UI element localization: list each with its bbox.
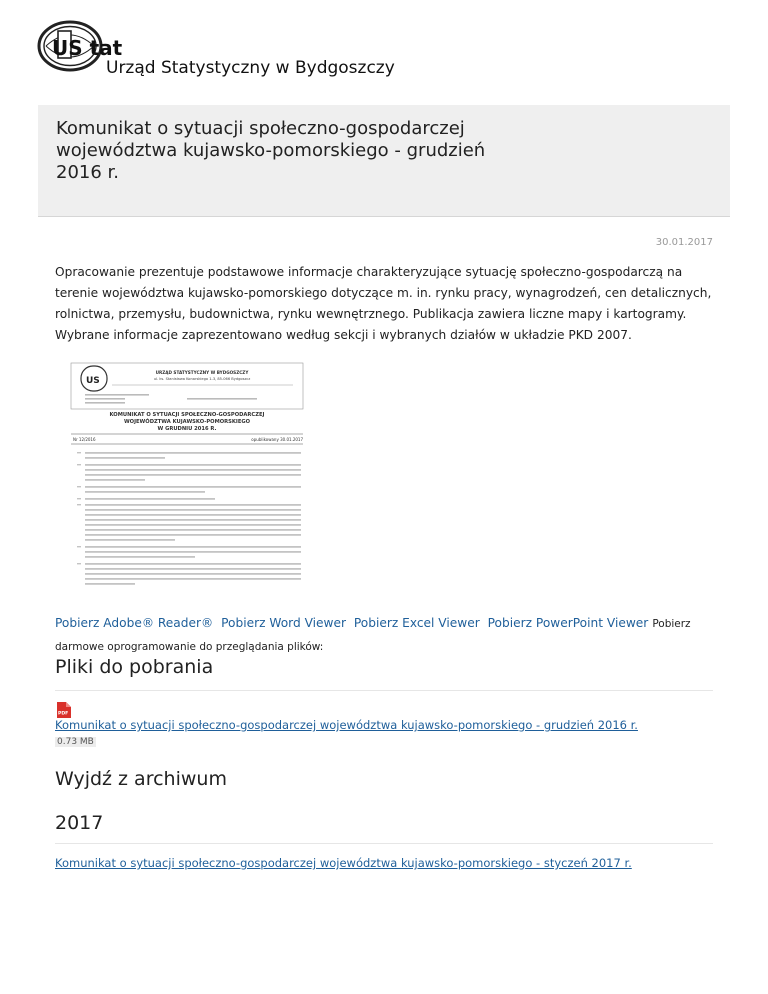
publication-thumbnail xyxy=(57,352,319,602)
powerpoint-viewer-link[interactable]: Pobierz PowerPoint Viewer xyxy=(487,616,649,630)
site-name[interactable]: Urząd Statystyczny w Bydgoszczy xyxy=(106,58,395,78)
publication-date: 30.01.2017 xyxy=(655,237,713,248)
svg-text:PDF: PDF xyxy=(58,711,69,717)
archive-item-link[interactable]: Komunikat o sytuacji społeczno-gospodarczej województwa kujawsko-pomorskiego - styczeń 2017 r. xyxy=(55,856,632,870)
file-size-badge: 0.73 MB xyxy=(57,737,94,747)
divider xyxy=(55,690,713,691)
svg-text:US tat: US tat xyxy=(52,36,123,60)
svg-text:WOJEWÓDZTWA KUJAWSKO-POMORSKIE: WOJEWÓDZTWA KUJAWSKO-POMORSKIEGO xyxy=(123,419,251,425)
svg-text:ul. ks. Stanisława Konarskiego: ul. ks. Stanisława Konarskiego 1-3, 85-066 Bydgoszcz xyxy=(153,377,251,381)
svg-text:Nr 12/2016: Nr 12/2016 xyxy=(73,437,96,442)
svg-text:URZĄD STATYSTYCZNY W BYDGOSZCZ: URZĄD STATYSTYCZNY W BYDGOSZCZY xyxy=(155,370,249,375)
pdf-file-icon xyxy=(55,702,71,718)
archive-year-heading: 2017 xyxy=(55,812,104,834)
files-heading: Pliki do pobrania xyxy=(55,656,214,678)
svg-text:opublikowany 30.01.2017: opublikowany 30.01.2017 xyxy=(251,437,303,442)
title-band xyxy=(38,105,730,217)
divider xyxy=(55,843,713,844)
archive-exit-heading[interactable]: Wyjdź z archiwum xyxy=(55,768,227,790)
adobe-reader-link[interactable]: Pobierz Adobe® Reader® xyxy=(55,616,214,630)
word-viewer-link[interactable]: Pobierz Word Viewer xyxy=(221,616,346,630)
file-download-link[interactable]: Komunikat o sytuacji społeczno-gospodarczej województwa kujawsko-pomorskiego - grudzień 2016 r. xyxy=(55,718,638,732)
excel-viewer-link[interactable]: Pobierz Excel Viewer xyxy=(353,616,480,630)
svg-text:US: US xyxy=(86,376,100,386)
viewer-downloads xyxy=(55,612,715,658)
ustat-logo-icon[interactable] xyxy=(36,18,123,74)
viewer-note: Pobierz darmowe oprogramowanie do przeglądania plików: xyxy=(55,618,691,653)
page-title: Komunikat o sytuacji społeczno-gospodarczej województwa kujawsko-pomorskiego - grudzień 2016 r. xyxy=(56,118,486,183)
svg-text:W GRUDNIU 2016 R.: W GRUDNIU 2016 R. xyxy=(157,426,217,432)
svg-text:KOMUNIKAT O SYTUACJI SPOŁECZNO: KOMUNIKAT O SYTUACJI SPOŁECZNO-GOSPODARCZEJ xyxy=(109,412,265,418)
description: Opracowanie prezentuje podstawowe informacje charakteryzujące sytuację społeczno-gospodarczą na terenie województwa kujawsko-pomorskiego dotyczące m. in. rynku pracy, wynagrodzeń, cen detalicznych, rolnictwa, przemysłu, budownictwa, rynku wewnętrznego. Publikacja zawiera liczne mapy i kartogramy. Wybrane informacje zaprezentowano według sekcji i wybranych działów w układzie PKD 2007. xyxy=(55,265,712,342)
site-header xyxy=(36,18,736,78)
